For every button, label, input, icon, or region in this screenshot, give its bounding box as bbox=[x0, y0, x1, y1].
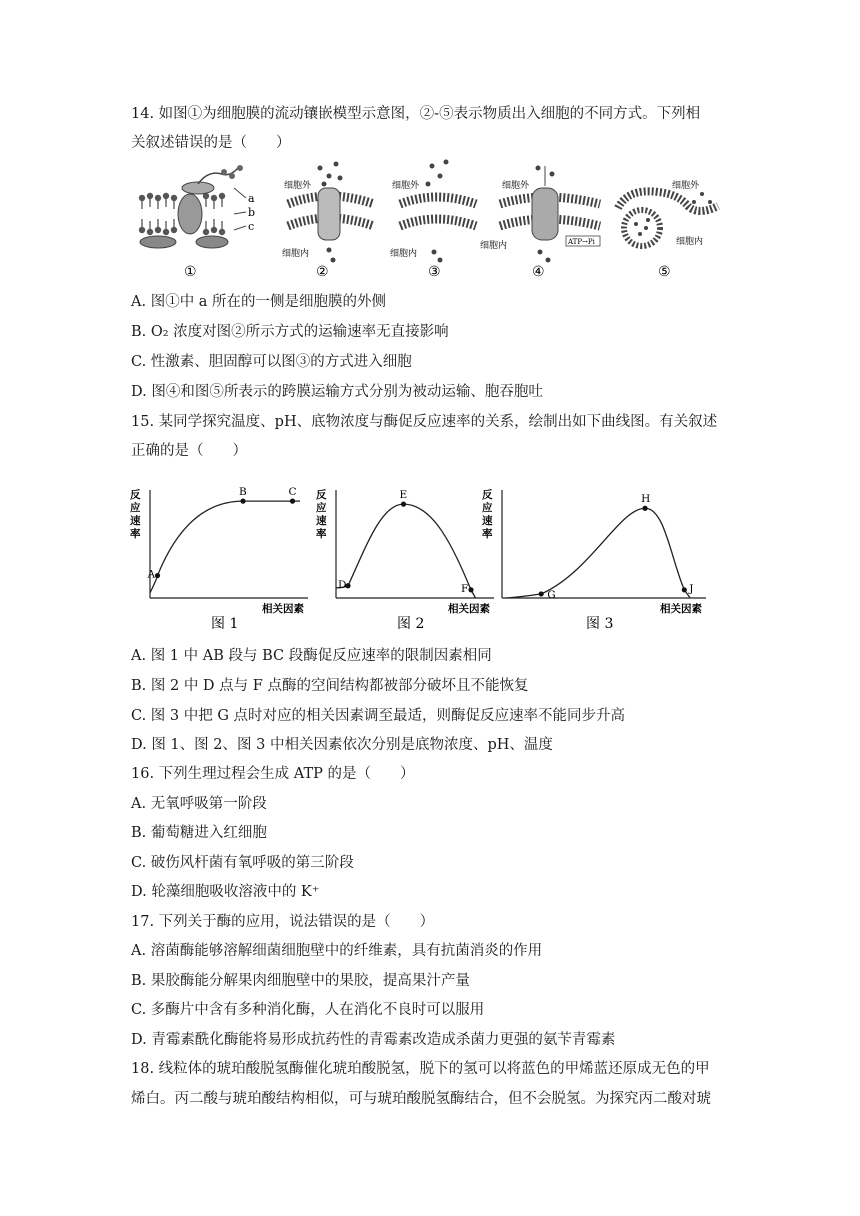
q18-line1: 18. 线粒体的琥珀酸脱氢酶催化琥珀酸脱氢，脱下的氢可以将蓝色的甲烯蓝还原成无色的甲 bbox=[131, 1061, 710, 1077]
q14-option-d: D. 图④和图⑤所表示的跨膜运输方式分别为被动运输、胞吞胞吐 bbox=[131, 384, 543, 400]
chart-2-point-label-e: E bbox=[399, 489, 408, 502]
q16-option-c: C. 破伤风杆菌有氧呼吸的第三阶段 bbox=[131, 855, 354, 871]
chart-1-ylabel-char: 率 bbox=[130, 528, 141, 540]
chart-3-ylabel-char: 率 bbox=[482, 528, 493, 540]
chart-1-point-label-a: A bbox=[147, 568, 156, 581]
chart-3-curve bbox=[506, 508, 690, 598]
figure-2-channel bbox=[282, 162, 374, 281]
chart-1-point-label-c: C bbox=[288, 486, 297, 499]
chart-2-ylabel-char: 应 bbox=[316, 502, 327, 514]
chart-2-xlabel: 相关因素 bbox=[448, 603, 490, 615]
figure-number-1: ① bbox=[184, 264, 197, 280]
figure-number-2: ② bbox=[316, 264, 329, 280]
chart-2-point-label-f: F bbox=[461, 582, 469, 595]
q14-stem-line1: 14. 如图①为细胞膜的流动镶嵌模型示意图，②-⑤表示物质出入细胞的不同方式。下列相 bbox=[131, 106, 701, 122]
figure-3-free-diffusion bbox=[390, 160, 476, 281]
outside-label-4: 细胞外 bbox=[502, 181, 530, 191]
q16-option-d: D. 轮藻细胞吸收溶液中的 K⁺ bbox=[131, 884, 320, 900]
q14-option-a: A. 图①中 a 所在的一侧是细胞膜的外侧 bbox=[131, 294, 387, 310]
q14-option-c: C. 性激素、胆固醇可以图③的方式进入细胞 bbox=[131, 354, 412, 370]
chart-1-ylabel-char: 应 bbox=[130, 502, 141, 514]
chart-1-title: 图 1 bbox=[211, 616, 239, 632]
label-b: b bbox=[248, 206, 256, 219]
q15-option-a: A. 图 1 中 AB 段与 BC 段酶促反应速率的限制因素相同 bbox=[131, 648, 492, 664]
figure-number-3: ③ bbox=[428, 264, 441, 280]
chart-2-point-e bbox=[401, 502, 406, 507]
chart-1-point-c bbox=[290, 499, 295, 504]
chart-2-ylabel-char: 反 bbox=[316, 489, 327, 501]
q15-option-d: D. 图 1、图 2、图 3 中相关因素依次分别是底物浓度、pH、温度 bbox=[131, 737, 553, 753]
outside-label-3: 细胞外 bbox=[392, 181, 420, 191]
chart-3-point-j bbox=[682, 587, 687, 592]
chart-1-ylabel-char: 反 bbox=[130, 489, 141, 501]
inside-label-4: 细胞内 bbox=[480, 241, 508, 251]
enzyme-rate-charts bbox=[126, 476, 726, 636]
outside-label-5: 细胞外 bbox=[672, 181, 700, 191]
q15-stem-line1: 15. 某同学探究温度、pH、底物浓度与酶促反应速率的关系，绘制出如下曲线图。有关叙述 bbox=[131, 414, 718, 430]
q15-option-b: B. 图 2 中 D 点与 F 点酶的空间结构都被部分破坏且不能恢复 bbox=[131, 678, 529, 694]
q17-option-b: B. 果胶酶能分解果肉细胞壁中的果胶，提高果汁产量 bbox=[131, 973, 470, 989]
chart-3-ylabel-char: 速 bbox=[482, 515, 493, 527]
q14-stem-line2: 关叙述错误的是（ ） bbox=[131, 135, 291, 151]
q17-option-a: A. 溶菌酶能够溶解细菌细胞壁中的纤维素，具有抗菌消炎的作用 bbox=[131, 943, 543, 959]
chart-3-title: 图 3 bbox=[586, 616, 614, 632]
figure-number-4: ④ bbox=[532, 264, 545, 280]
q15-option-c: C. 图 3 中把 G 点时对应的相关因素调至最适，则酶促反应速率不能同步升高 bbox=[131, 708, 626, 724]
chart-2-ylabel-char: 速 bbox=[316, 515, 327, 527]
label-c: c bbox=[248, 220, 255, 233]
chart-1-point-a bbox=[155, 573, 160, 578]
q16-option-a: A. 无氧呼吸第一阶段 bbox=[131, 796, 267, 812]
chart-1-xlabel: 相关因素 bbox=[262, 603, 304, 615]
figure-5-endocytosis bbox=[618, 179, 718, 280]
inside-label-5: 细胞内 bbox=[676, 237, 704, 247]
q17-option-d: D. 青霉素酰化酶能将易形成抗药性的青霉素改造成杀菌力更强的氨苄青霉素 bbox=[131, 1032, 616, 1048]
membrane-figures bbox=[128, 158, 740, 282]
label-a: a bbox=[248, 192, 255, 205]
q16-option-b: B. 葡萄糖进入红细胞 bbox=[131, 825, 267, 841]
figure-number-5: ⑤ bbox=[658, 264, 671, 280]
chart-1-point-b bbox=[240, 499, 245, 504]
q15-stem-line2: 正确的是（ ） bbox=[131, 443, 247, 459]
q17-option-c: C. 多酶片中含有多种消化酶，人在消化不良时可以服用 bbox=[131, 1002, 485, 1018]
figure-4-active-transport bbox=[480, 166, 600, 281]
chart-3-xlabel: 相关因素 bbox=[660, 603, 702, 615]
chart-2-curve bbox=[336, 504, 476, 598]
atp-label: ATP→Pi bbox=[568, 238, 595, 246]
chart-2-ylabel-char: 率 bbox=[316, 528, 327, 540]
figure-1-fluid-mosaic bbox=[139, 165, 255, 280]
chart-3-point-label-g: G bbox=[547, 588, 556, 601]
chart-2-title: 图 2 bbox=[397, 616, 425, 632]
chart-1-point-label-b: B bbox=[239, 486, 247, 499]
chart-3-point-label-h: H bbox=[641, 493, 651, 506]
outside-label-2: 细胞外 bbox=[284, 181, 312, 191]
inside-label-3: 细胞内 bbox=[390, 249, 418, 259]
chart-3-point-g bbox=[539, 591, 544, 596]
chart-1-curve bbox=[150, 501, 300, 593]
chart-1-ylabel-char: 速 bbox=[130, 515, 141, 527]
q16-stem: 16. 下列生理过程会生成 ATP 的是（ ） bbox=[131, 766, 415, 782]
chart-3-ylabel-char: 应 bbox=[482, 502, 493, 514]
chart-3-point-label-j: J bbox=[689, 582, 694, 595]
q14-option-b: B. O₂ 浓度对图②所示方式的运输速率无直接影响 bbox=[131, 324, 449, 340]
chart-3-ylabel-char: 反 bbox=[482, 489, 493, 501]
chart-3-point-h bbox=[642, 506, 647, 511]
chart-2-point-f bbox=[468, 587, 473, 592]
chart-2-point-label-d: D bbox=[338, 578, 347, 591]
q18-line2: 烯白。丙二酸与琥珀酸结构相似，可与琥珀酸脱氢酶结合，但不会脱氢。为探究丙二酸对琥 bbox=[131, 1091, 711, 1107]
q17-stem: 17. 下列关于酶的应用，说法错误的是（ ） bbox=[131, 914, 435, 930]
inside-label-2: 细胞内 bbox=[282, 249, 310, 259]
